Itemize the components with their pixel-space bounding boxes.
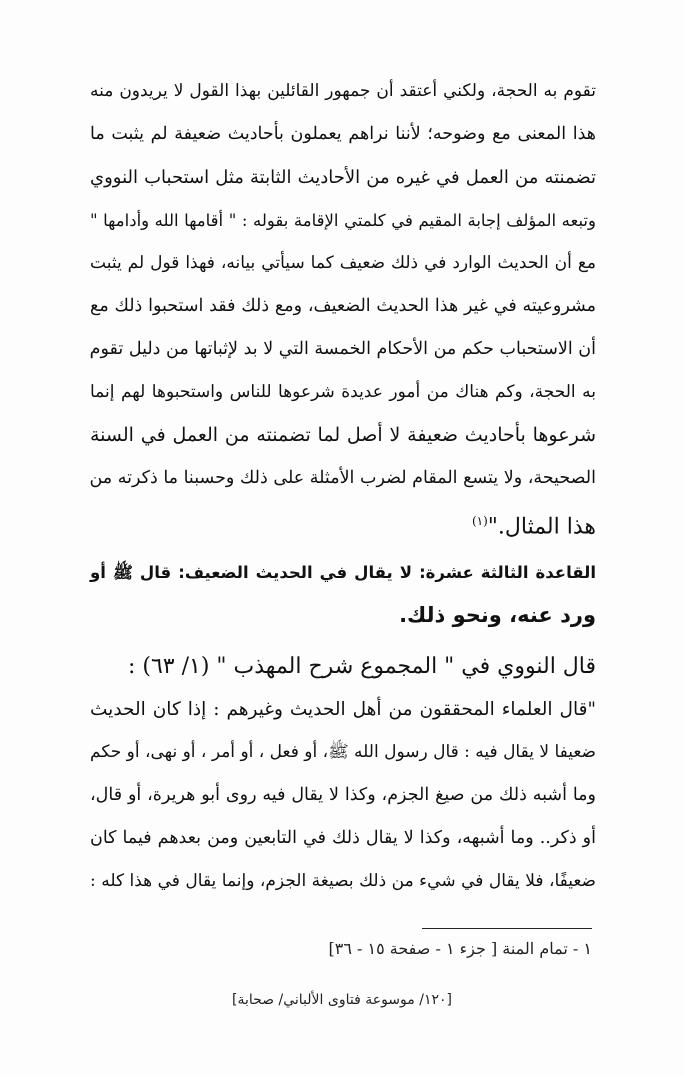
text-line: مشروعيته في غير هذا الحديث الضعيف، ومع ذلك فقد استحبوا ذلك مع — [90, 296, 596, 316]
section-heading — [90, 551, 596, 637]
footnote-marker: (١) — [471, 514, 488, 528]
text-line: شرعوها بأحاديث ضعيفة لا أصل لما تضمنته من العمل في السنة — [90, 424, 596, 446]
spacer — [90, 543, 596, 551]
text-line: هذا المعنى مع وضوحه؛ لأننا نراهم يعملون بأحاديث ضعيفة لم يثبت ما — [90, 124, 596, 144]
text-line: وتبعه المؤلف إجابة المقيم في كلمتي الإقامة بقوله : " أقامها الله وأدامها " — [90, 211, 596, 230]
citation-line: قال النووي في " المجموع شرح المهذب " (١/ ٦٣) : — [127, 654, 596, 679]
running-footer: [١٢٠/ موسوعة فتاوى الألباني/ صحابة] — [232, 992, 452, 1008]
text-line: مع أن الحديث الوارد في ذلك ضعيف كما سيأتي بيانه، فهذا قول لم يثبت — [90, 253, 596, 273]
heading-line: ورد عنه، ونحو ذلك. — [399, 603, 596, 627]
text-line: به الحجة، وكم هناك من أمور عديدة شرعوها للناس واستحبوها لهم إنما — [90, 382, 596, 402]
text-line: وما أشبه ذلك من صيغ الجزم، وكذا لا يقال فيه روى أبو هريرة، أو قال، — [90, 785, 596, 805]
text-line: ضعيفًا، فلا يقال في شيء من ذلك بصيغة الجزم، وإنما يقال في هذا كله : — [90, 871, 596, 891]
spacer — [90, 637, 596, 645]
text-line: تضمنته من العمل في غيره من الأحاديث الثابتة مثل استحباب النووي — [90, 167, 596, 188]
text-line: ضعيفا لا يقال فيه : قال رسول الله ﷺ، أو فعل ، أو أمر ، أو نهى، أو حكم — [90, 742, 596, 762]
paragraph-quote-conclusion — [90, 70, 596, 543]
text-line: أو ذكر.. وما أشبهه، وكذا لا يقال ذلك في التابعين ومن بعدهم فيما كان — [90, 828, 596, 848]
text-line: تقوم به الحجة، ولكني أعتقد أن جمهور القائلين بهذا القول لا يريدون منه — [90, 81, 596, 101]
footnote: ١ - تمام المنة [ جزء ١ - صفحة ١٥ - ٣٦] — [328, 939, 592, 958]
heading-line: القاعدة الثالثة عشرة: لا يقال في الحديث الضعيف: قال ﷺ أو — [90, 563, 596, 582]
text-line: أن الاستحباب حكم من الأحكام الخمسة التي لا بد لإثباتها من دليل تقوم — [89, 339, 596, 359]
page-body — [90, 70, 596, 903]
text-line-last — [90, 500, 596, 543]
text-line: الصحيحة، ولا يتسع المقام لضرب الأمثلة على ذلك وحسبنا ما ذكرته من — [89, 468, 596, 488]
text-line: "قال العلماء المحققون من أهل الحديث وغيرهم : إذا كان الحديث — [90, 699, 596, 720]
text-line-content: هذا المثال." — [487, 514, 596, 540]
paragraph-nawawi-quote — [90, 688, 596, 903]
footnote-divider — [422, 928, 592, 929]
